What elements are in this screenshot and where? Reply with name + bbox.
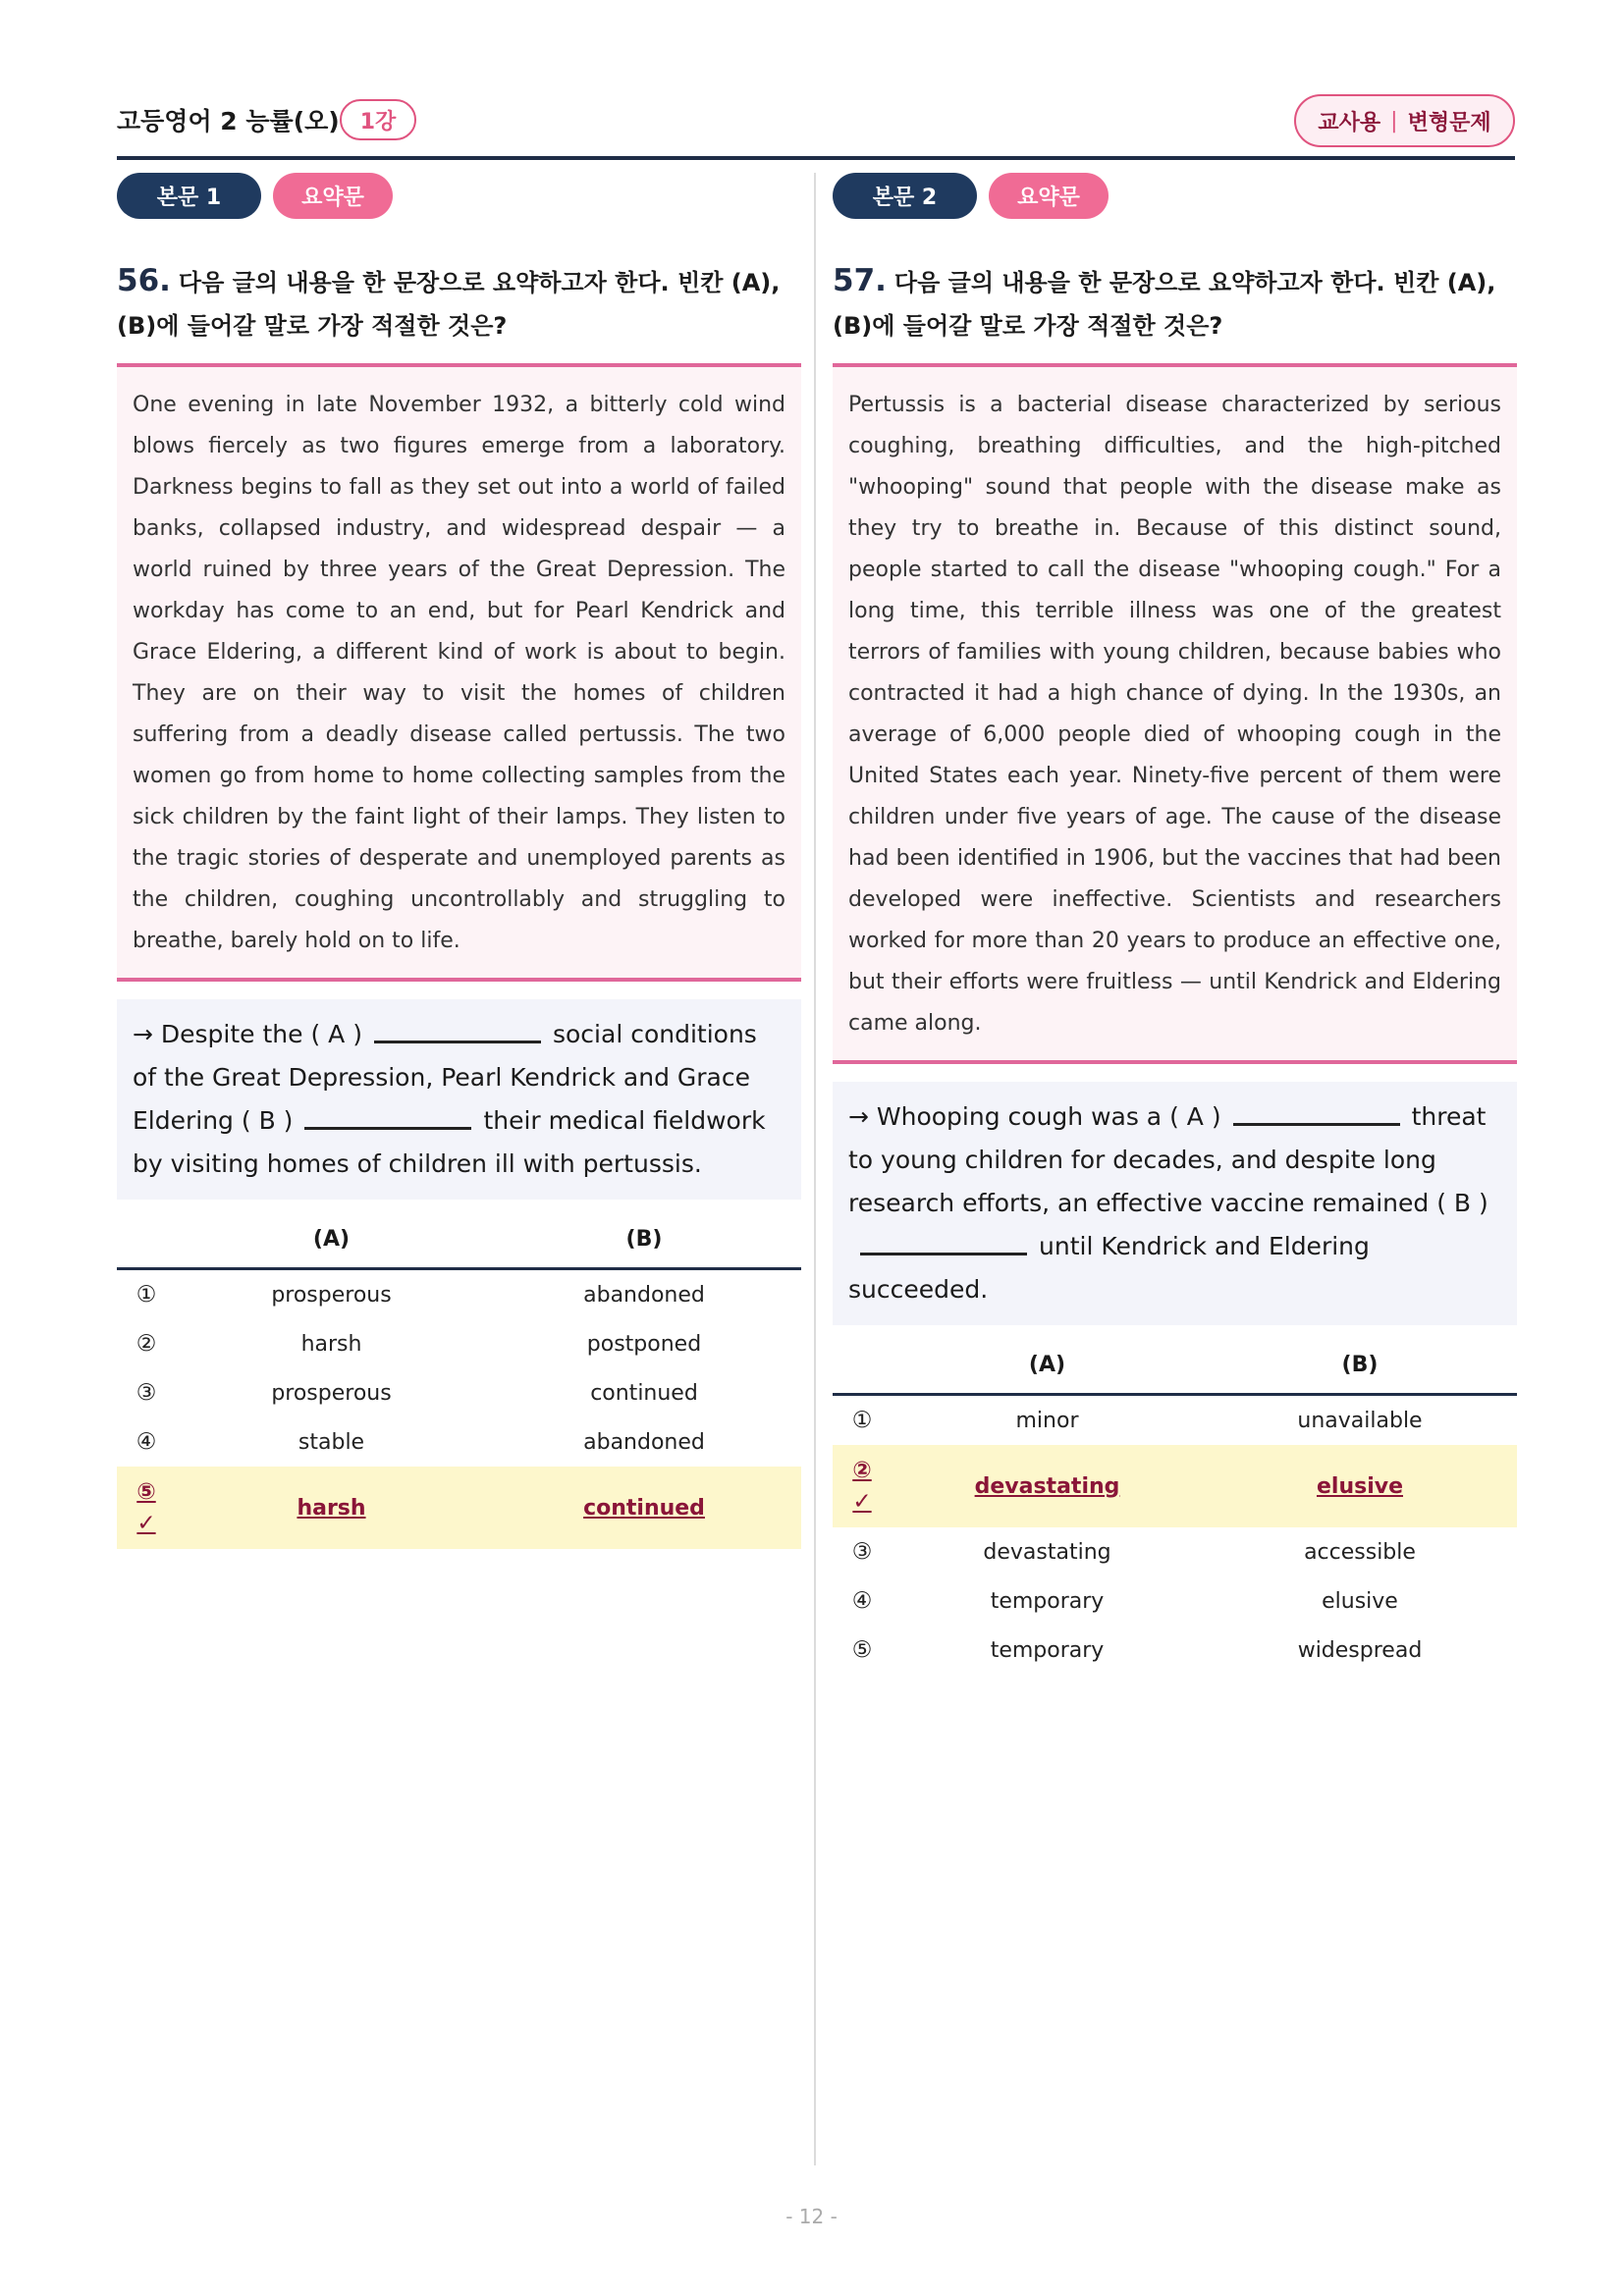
- passage-tag: 본문 1: [117, 173, 261, 219]
- choice-b: accessible: [1304, 1539, 1416, 1565]
- question-tags: [833, 173, 1517, 222]
- question-57: [833, 173, 1517, 1675]
- reading-passage: Pertussis is a bacterial disease characterized by serious coughing, breathing difficulties, and the high-pitched "whooping" sound that people with the disease make as they try to breathe in. Because of this distinct sound, people started to call the disease "whooping cough." For a long time, this terrible illness was one of the greatest terrors of families with young children, because babies who contracted it had a high chance of dying. In the 1930s, an average of 6,000 people died of whooping cough in the United States each year. Ninety-five percent of them were children under five years of age. The cause of the disease had been identified in 1906, but the vaccines that had been developed were ineffective. Scientists and researchers worked for more than 20 years to produce an effective one, but their efforts were fruitless — until Kendrick and Eldering came along.: [833, 363, 1517, 1064]
- choice-number: ①: [851, 1408, 873, 1433]
- choice-row-correct[interactable]: [117, 1467, 801, 1549]
- summary-part-1: → Whooping cough was a ( A ): [848, 1102, 1221, 1131]
- choice-b: elusive: [1322, 1588, 1398, 1614]
- choice-a: prosperous: [271, 1380, 392, 1406]
- blank-b: [304, 1127, 471, 1130]
- choices-table: [833, 1337, 1517, 1675]
- choice-row[interactable]: [117, 1270, 801, 1319]
- reading-passage: One evening in late November 1932, a bitterly cold wind blows fiercely as two figures emerge from a laboratory. Darkness begins to fall as they set out into a world of failed banks, collapsed industry, and widespread despair — a world ruined by three years of the Great Depression. The workday has come to an end, but for Pearl Kendrick and Grace Eldering, a different kind of work is about to begin. They are on their way to visit the homes of children suffering from a deadly disease called pertussis. The two women go from home to home collecting samples from the sick children by the faint light of their lamps. They listen to the tragic stories of desperate and unemployed parents as the children, coughing uncontrollably and struggling to breathe, barely hold on to life.: [117, 363, 801, 982]
- choice-number-label: ⑤: [136, 1479, 156, 1505]
- choice-row[interactable]: [117, 1319, 801, 1368]
- choice-number: ③: [851, 1539, 873, 1565]
- choice-b: unavailable: [1297, 1408, 1423, 1433]
- choice-number: [833, 1455, 892, 1518]
- book-title: 고등영어 2 능률(오): [117, 107, 340, 135]
- choices-table: [117, 1211, 801, 1549]
- summary-part-3: their medical fieldwork by visiting homes of children ill with pertussis.: [133, 1106, 766, 1178]
- badge-divider: |: [1390, 108, 1398, 133]
- column-a-header: (A): [312, 1227, 351, 1252]
- choice-row[interactable]: [833, 1576, 1517, 1626]
- blank-b: [860, 1253, 1027, 1255]
- choice-number: ①: [135, 1282, 157, 1308]
- choice-b: widespread: [1297, 1637, 1423, 1663]
- choice-a: prosperous: [271, 1282, 392, 1308]
- choices-header: [833, 1337, 1517, 1396]
- choice-a: stable: [298, 1429, 365, 1455]
- choice-b: abandoned: [583, 1282, 705, 1308]
- choice-row[interactable]: [833, 1527, 1517, 1576]
- column-divider: [814, 173, 816, 2165]
- choices-header: [117, 1211, 801, 1270]
- check-icon: ✓: [852, 1489, 872, 1515]
- choice-b: abandoned: [583, 1429, 705, 1455]
- question-number: 57.: [833, 263, 887, 298]
- check-icon: ✓: [136, 1511, 156, 1536]
- blank-a: [1233, 1123, 1400, 1126]
- choice-a: harsh: [297, 1495, 366, 1521]
- choice-row[interactable]: [833, 1396, 1517, 1445]
- choice-a: devastating: [974, 1473, 1120, 1499]
- column-a-header: (A): [1028, 1353, 1066, 1377]
- question-number: 56.: [117, 263, 171, 298]
- choice-row-correct[interactable]: [833, 1445, 1517, 1527]
- summary-part-2: social conditions of the Great Depression, Pearl Kendrick and Grace Eldering ( B ): [133, 1020, 757, 1135]
- passage-tag: 본문 2: [833, 173, 977, 219]
- choice-a: temporary: [990, 1588, 1105, 1614]
- choice-a: devastating: [983, 1539, 1111, 1565]
- blank-a: [374, 1041, 541, 1043]
- column-b-header: (B): [1341, 1353, 1379, 1377]
- choice-row[interactable]: [833, 1626, 1517, 1675]
- type-tag: 요약문: [989, 173, 1109, 219]
- lesson-badge: 1강: [340, 99, 416, 140]
- type-tag: 요약문: [273, 173, 393, 219]
- question-prompt: [117, 259, 801, 347]
- column-b-header: (B): [625, 1227, 663, 1252]
- header-rule: [117, 156, 1515, 160]
- summary-part-2: threat to young children for decades, and despite long research efforts, an effective vaccine remained ( B ): [848, 1102, 1488, 1217]
- choice-number: ②: [135, 1331, 157, 1357]
- question-text: 다음 글의 내용을 한 문장으로 요약하고자 한다. 빈칸 (A), (B)에 들어갈 말로 가장 적절한 것은?: [117, 269, 781, 340]
- choice-number: ④: [135, 1429, 157, 1455]
- role-label: 교사용: [1318, 110, 1381, 135]
- choice-b: continued: [583, 1495, 705, 1521]
- choice-b: postponed: [586, 1331, 702, 1357]
- choice-row[interactable]: [117, 1417, 801, 1467]
- type-label: 변형문제: [1407, 110, 1491, 135]
- edition-badge: [1294, 94, 1515, 147]
- summary-sentence: [117, 999, 801, 1200]
- question-text: 다음 글의 내용을 한 문장으로 요약하고자 한다. 빈칸 (A), (B)에 들어갈 말로 가장 적절한 것은?: [833, 269, 1496, 340]
- choice-number-label: ②: [852, 1458, 872, 1483]
- choice-row[interactable]: [117, 1368, 801, 1417]
- choice-a: minor: [1015, 1408, 1079, 1433]
- choice-number: ④: [851, 1588, 873, 1614]
- question-tags: [117, 173, 801, 222]
- summary-sentence: [833, 1082, 1517, 1325]
- choice-a: temporary: [990, 1637, 1105, 1663]
- choice-a: harsh: [300, 1331, 362, 1357]
- question-56: [117, 173, 801, 1549]
- question-prompt: [833, 259, 1517, 347]
- choice-b: elusive: [1316, 1473, 1404, 1499]
- choice-number: ⑤: [851, 1637, 873, 1663]
- page-number: - 12 -: [785, 2205, 838, 2228]
- choice-number: ③: [135, 1380, 157, 1406]
- summary-part-1: → Despite the ( A ): [133, 1020, 362, 1048]
- choice-number: [117, 1476, 176, 1539]
- choice-b: continued: [590, 1380, 698, 1406]
- summary-part-3: until Kendrick and Eldering succeeded.: [848, 1232, 1370, 1304]
